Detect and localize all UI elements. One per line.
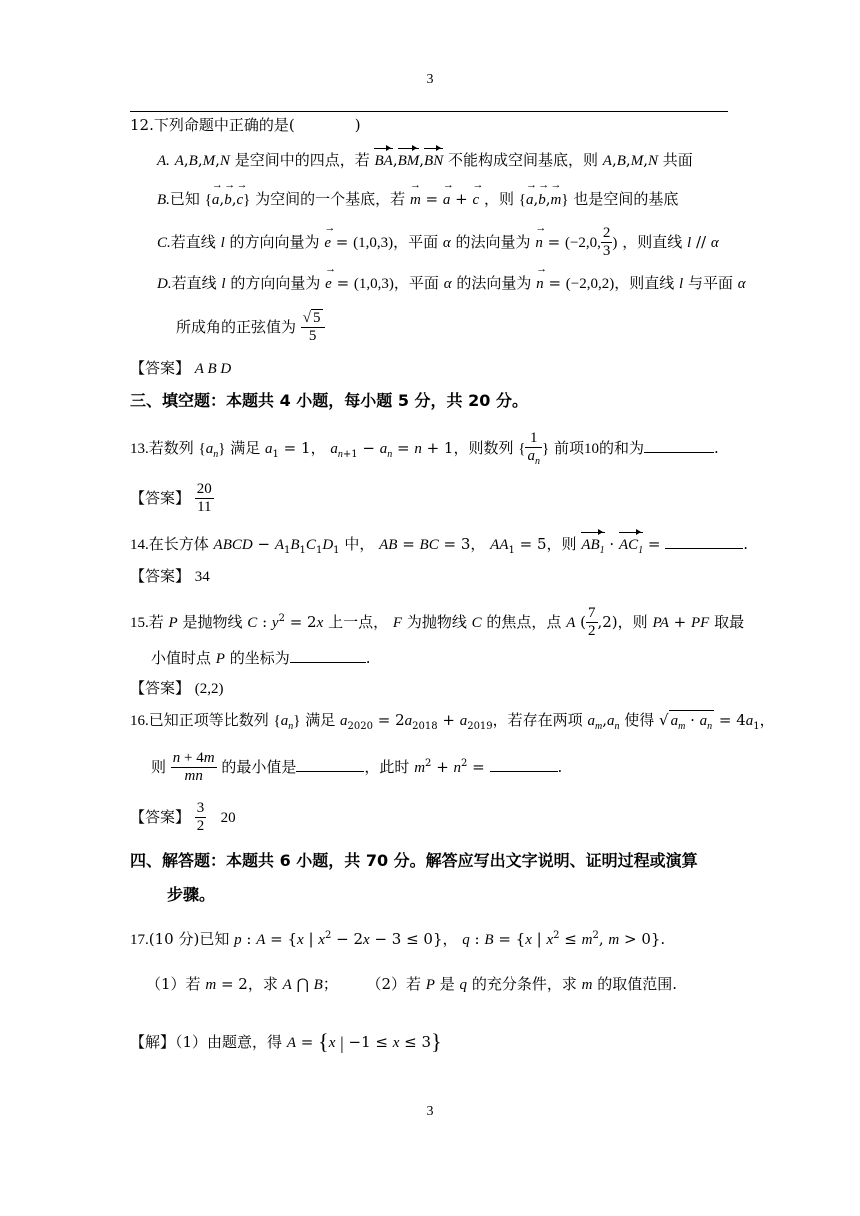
q14-answer: 【答案】 34 (130, 567, 210, 585)
q17-stem: 17.(10 分)已知 p : A = {x | $x^2 - 2x - 3 \le 0$}， q : B = {x | $x^2 \le m^2$, m > 0}. (130, 930, 666, 948)
q12-stem: 12.下列命题中正确的是( ) (130, 116, 361, 134)
section3-heading: 三、填空题：本题共 4 小题，每小题 5 分，共 20 分。 (130, 391, 528, 410)
q14-stem: 14.在长方体 ABCD − $A_1B_1C_1D_1$ 中， AB = BC = 3， $AA_1 = 5$，则 $AB_1 \cdot AC_1$ = . (130, 535, 749, 556)
q17-subquestions: （1）若 m = 2，求 A ⋂ B； （2）若 P 是 q 的充分条件，求 m 的取值范围. (146, 975, 678, 993)
q15-answer: 【答案】 (2,2) (130, 679, 224, 697)
q15-stem: 15.若 P 是抛物线 C : $y^2 = 2x$ 上一点， F 为抛物线 C 的焦点，点 A ( $\frac{7}{2}$ ,2)，则 PA + PF 取最 (130, 605, 745, 640)
q16-answer: 【答案】 $\frac{3}{2}$ 20 (130, 800, 236, 835)
q12-option-d: D.若直线 l 的方向向量为 → e = (1,0,3)，平面 α 的法向量为 → n = (−2,0,2)，则直线 l 与平面 α (157, 274, 746, 294)
q12-answer: 【答案】 A B D (130, 359, 232, 377)
q13-stem: 13.若数列 $\{a_n\}$ 满足 $a_1 = 1$， $a_{n+1} - a_n = n + 1$，则数列 { $\frac{1}{a_n}$ } 前项10的和为 . (130, 430, 719, 468)
q12-option-c: C.若直线 l 的方向向量为 → e = (1,0,3)，平面 α 的法向量为 → n = (−2,0, $\frac{2}{3}$ ) ，则直线 l // α (157, 225, 719, 261)
q16-stem-continued: 则 $\frac{n + 4m}{mn}$ 的最小值是 ，此时 $m^2 + n^2$ = . (151, 750, 563, 785)
header-rule (130, 111, 728, 112)
header-page-number: 3 (426, 72, 434, 87)
q15-stem-continued: 小值时点 P 的坐标为 . (151, 649, 371, 667)
footer-page-number: 3 (426, 1104, 434, 1119)
q16-stem: 16.已知正项等比数列 $\{a_n\}$ 满足 $a_{2020} = 2a_{2018} + a_{2019}$，若存在两项 $a_m,a_n$ 使得 √ $a_m \cdot a_n = 4a_1$， (130, 711, 775, 732)
q12-option-a: A. A,B,M,N 是空间中的四点，若 BA,BM,BN 不能构成空间基底，则 A,B,M,N 共面 (157, 151, 693, 169)
q17-solution: 【解】（1）由题意，得 A = {x | −1 ≤ x ≤ 3} (130, 1029, 442, 1054)
q12-option-d-continued: 所成角的正弦值为 $\frac{√ 5}{5}$ (176, 310, 325, 346)
q13-answer: 【答案】 $\frac{20}{11}$ (130, 481, 212, 516)
q12-option-b: B.已知 {→ a,→ b,→ c} 为空间的一个基底，若 → m = → a + → c ，则 {→ a,→ b,→ m} 也是空间的基底 (157, 190, 678, 210)
section4-heading: 四、解答题：本题共 6 小题，共 70 分。解答应写出文字说明、证明过程或演算 (130, 851, 698, 870)
section4-heading-line2: 步骤。 (167, 885, 216, 904)
